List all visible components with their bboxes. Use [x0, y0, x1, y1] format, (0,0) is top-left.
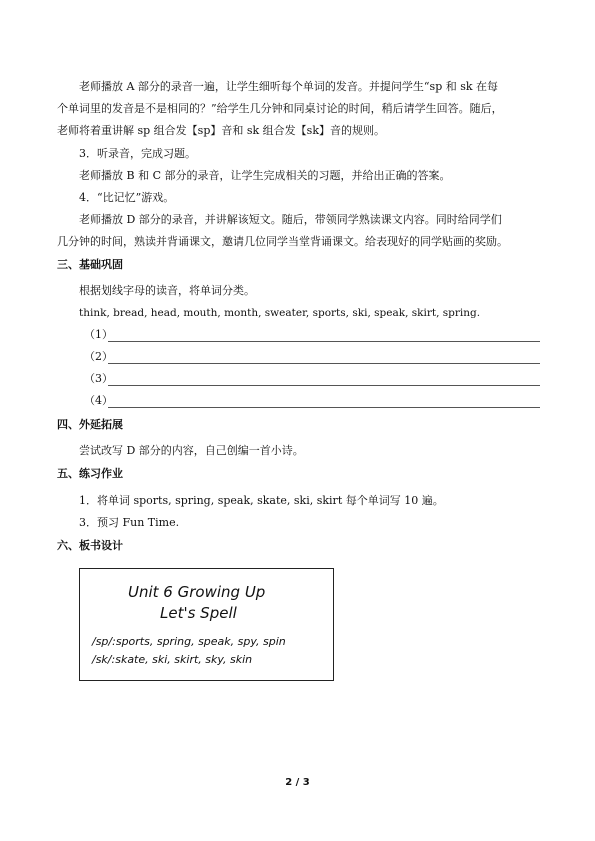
- blank-line: [108, 341, 540, 342]
- board-subtitle: Let's Spell: [160, 604, 237, 622]
- blank-number: （4）: [84, 394, 113, 407]
- section-heading: 三、基础巩固: [57, 258, 123, 271]
- blackboard-design-box: [79, 568, 334, 681]
- blank-number: （2）: [84, 350, 113, 363]
- paragraph-line: 尝试改写 D 部分的内容，自己创编一首小诗。: [79, 444, 304, 457]
- paragraph-line: 几分钟的时间，熟读并背诵课文，邀请几位同学当堂背诵课文。给表现好的同学贴画的奖励。: [57, 235, 508, 248]
- blank-line: [108, 363, 540, 364]
- blank-line: [108, 385, 540, 386]
- blank-number: （3）: [84, 372, 113, 385]
- board-sp-row: /sp/:sports, spring, speak, spy, spin: [92, 635, 286, 648]
- step-title: 4．“比记忆”游戏。: [79, 191, 175, 204]
- board-title: Unit 6 Growing Up: [128, 583, 266, 601]
- step-title: 3．听录音，完成习题。: [79, 147, 196, 160]
- paragraph-line: 老师播放 A 部分的录音一遍，让学生细听每个单词的发音。并提问学生“sp 和 sk 在每: [79, 80, 499, 93]
- board-sk-row: /sk/:skate, ski, skirt, sky, skin: [92, 653, 253, 666]
- paragraph-line: 老师播放 D 部分的录音，并讲解该短文。随后，带领同学熟读课文内容。同时给同学们: [79, 213, 502, 226]
- homework-item: 3．预习 Fun Time.: [79, 516, 180, 529]
- blank-number: （1）: [84, 328, 113, 341]
- section-heading: 四、外延拓展: [57, 418, 123, 431]
- section-heading: 六、板书设计: [57, 539, 123, 552]
- word-list: think, bread, head, mouth, month, sweater, sports, ski, speak, skirt, spring.: [79, 307, 481, 319]
- section-heading: 五、练习作业: [57, 467, 123, 480]
- page-number: 2 / 3: [285, 777, 310, 788]
- answer-blank[interactable]: [84, 350, 540, 364]
- paragraph-line: 老师将着重讲解 sp 组合发【sp】音和 sk 组合发【sk】音的规则。: [57, 124, 385, 137]
- exercise-instruction: 根据划线字母的读音，将单词分类。: [79, 284, 255, 297]
- homework-item: 1．将单词 sports, spring, speak, skate, ski, skirt 每个单词写 10 遍。: [79, 494, 444, 507]
- blank-line: [108, 407, 540, 408]
- answer-blank[interactable]: [84, 394, 540, 408]
- answer-blank[interactable]: [84, 328, 540, 342]
- paragraph-line: 老师播放 B 和 C 部分的录音，让学生完成相关的习题，并给出正确的答案。: [79, 169, 451, 182]
- answer-blank[interactable]: [84, 372, 540, 386]
- paragraph-line: 个单词里的发音是不是相同的？”给学生几分钟和同桌讨论的时间，稍后请学生回答。随后，: [57, 102, 503, 115]
